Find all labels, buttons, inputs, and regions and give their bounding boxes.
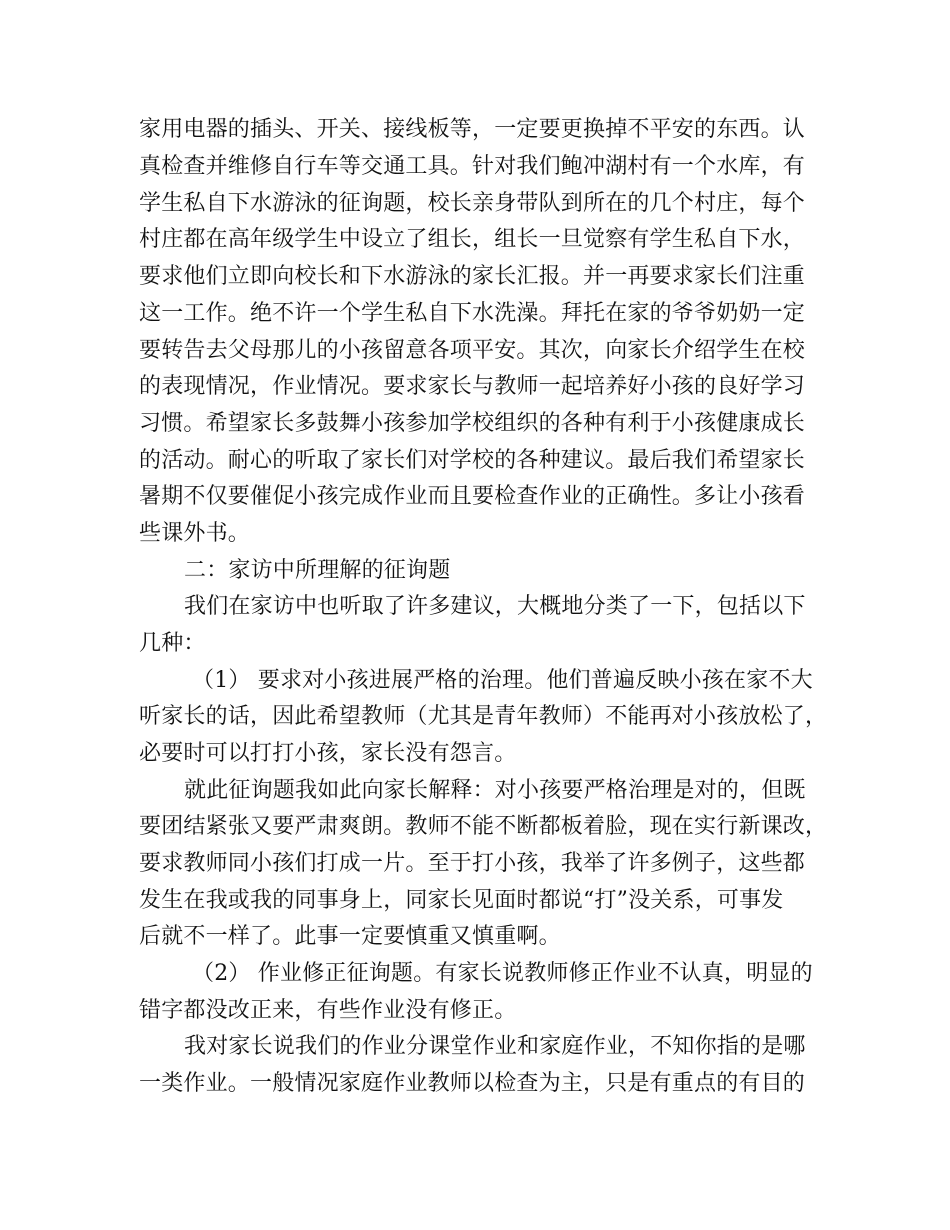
paragraph-line: 我们在家访中也听取了许多建议，大概地分类了一下，包括以下 bbox=[184, 594, 806, 619]
paragraph-line: 些课外书。 bbox=[139, 521, 251, 546]
paragraph-line: 必要时可以打打小孩，家长没有怨言。 bbox=[139, 741, 517, 766]
paragraph-line: 就此征询题我如此向家长解释：对小孩要严格治理是对的，但既 bbox=[184, 778, 806, 803]
paragraph-line: 要求教师同小孩们打成一片。至于打小孩，我举了许多例子，这些都 bbox=[139, 851, 806, 876]
section-heading: 二：家访中所理解的征询题 bbox=[184, 558, 451, 583]
paragraph-line: 这一工作。绝不许一个学生私自下水洗澡。拜托在家的爷爷奶奶一定 bbox=[139, 301, 806, 326]
paragraph-line: 村庄都在高年级学生中设立了组长，组长一旦觉察有学生私自下水， bbox=[139, 227, 806, 252]
paragraph-line: 发生在我或我的同事身上，同家长见面时都说“打”没关系，可事发 bbox=[139, 888, 784, 913]
paragraph-line: 习惯。希望家长多鼓舞小孩参加学校组织的各种有利于小孩健康成长 bbox=[139, 411, 806, 436]
paragraph-line: 后就不一样了。此事一定要慎重又慎重啊。 bbox=[139, 924, 561, 949]
paragraph-line: 暑期不仅要催促小孩完成作业而且要检查作业的正确性。多让小孩看 bbox=[139, 484, 806, 509]
paragraph-line: 要转告去父母那儿的小孩留意各项平安。其次，向家长介绍学生在校 bbox=[139, 338, 806, 363]
list-item-line: （1） 要求对小孩进展严格的治理。他们普遍反映小孩在家不大 bbox=[192, 668, 813, 693]
paragraph-line: 学生私自下水游泳的征询题，校长亲身带队到所在的几个村庄，每个 bbox=[139, 191, 806, 216]
paragraph-line: 的活动。耐心的听取了家长们对学校的各种建议。最后我们希望家长 bbox=[139, 448, 806, 473]
paragraph-line: 听家长的话，因此希望教师（尤其是青年教师）不能再对小孩放松了， bbox=[139, 704, 828, 729]
paragraph-line: 我对家长说我们的作业分课堂作业和家庭作业，不知你指的是哪 bbox=[184, 1034, 806, 1059]
paragraph-line: 几种： bbox=[139, 631, 206, 656]
paragraph-line: 的表现情况，作业情况。要求家长与教师一起培养好小孩的良好学习 bbox=[139, 374, 806, 399]
paragraph-line: 一类作业。一般情况家庭作业教师以检查为主，只是有重点的有目的 bbox=[139, 1071, 806, 1096]
list-item-line: （2） 作业修正征询题。有家长说教师修正作业不认真，明显的 bbox=[192, 961, 813, 986]
paragraph-line: 真检查并维修自行车等交通工具。针对我们鲍冲湖村有一个水库，有 bbox=[139, 154, 806, 179]
paragraph-line: 要团结紧张又要严肃爽朗。教师不能不断都板着脸，现在实行新课改， bbox=[139, 814, 828, 839]
paragraph-line: 错字都没改正来，有些作业没有修正。 bbox=[139, 998, 517, 1023]
paragraph-line: 要求他们立即向校长和下水游泳的家长汇报。并一再要求家长们注重 bbox=[139, 264, 806, 289]
paragraph-line: 家用电器的插头、开关、接线板等，一定要更换掉不平安的东西。认 bbox=[139, 117, 806, 142]
